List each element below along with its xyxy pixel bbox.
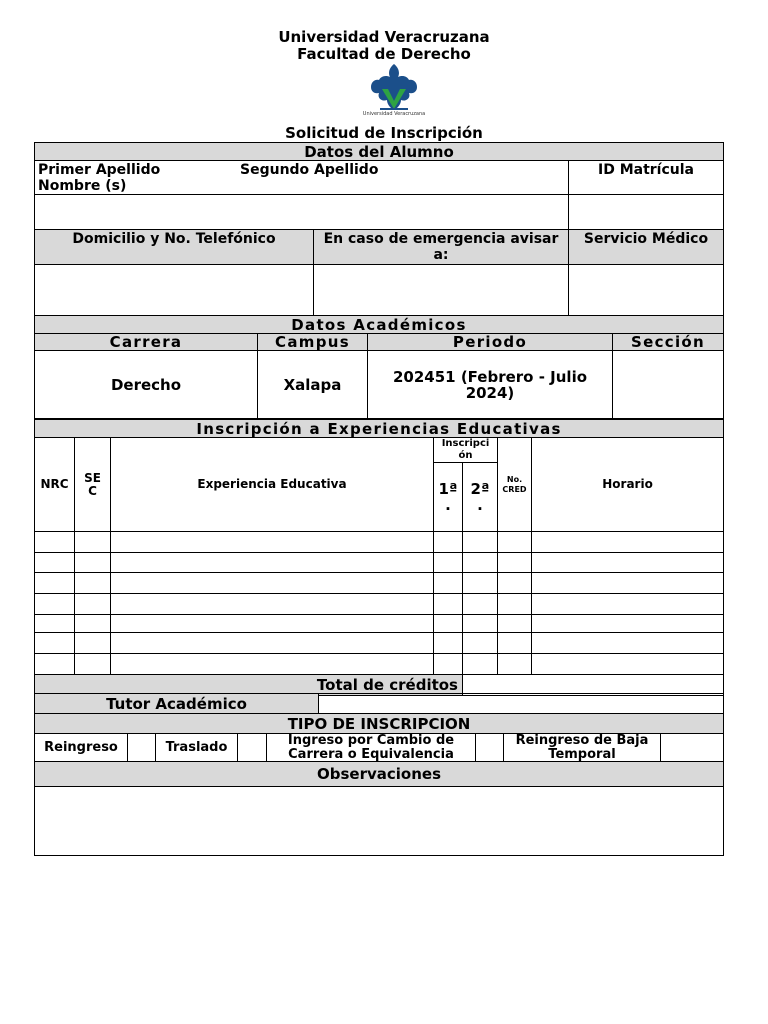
second-enrollment-line-1: 2ª [470,480,490,498]
nrc-cell[interactable] [35,573,75,594]
schedule-cell[interactable] [532,573,724,594]
course-name-header: Experiencia Educativa [111,438,434,532]
first-enrollment-cell[interactable] [434,532,463,553]
course-row [35,654,724,675]
enrollment-header-line-2: ón [458,450,473,461]
credits-cell[interactable] [498,654,532,675]
sec-cell[interactable] [75,633,111,654]
enrollment-type-table [34,713,724,763]
course-row [35,532,724,553]
schedule-cell[interactable] [532,594,724,615]
course-row [35,633,724,654]
second-enrollment-line-2: . [477,496,483,514]
courses-table [34,419,724,696]
course-row [35,573,724,594]
sec-header-line-2: C [88,483,97,498]
course-name-cell[interactable] [111,573,434,594]
first-enrollment-cell[interactable] [434,615,463,633]
medical-service-field[interactable] [569,265,724,316]
enrollment-header-line-1: Inscripci [441,438,490,449]
faculty-name: Facultad de Derecho [297,45,471,63]
section-field[interactable] [613,351,724,419]
student-id-field[interactable] [569,195,724,230]
first-enrollment-cell[interactable] [434,633,463,654]
sec-header [75,438,111,532]
readmission-checkbox[interactable] [128,734,156,763]
schedule-header: Horario [532,438,724,532]
transfer-checkbox[interactable] [238,734,267,763]
university-logo [352,62,436,120]
second-surname-label: Segundo Apellido [240,162,379,178]
schedule-cell[interactable] [532,532,724,553]
course-row [35,615,724,633]
student-data-table [34,142,724,316]
schedule-cell[interactable] [532,633,724,654]
second-enrollment-cell[interactable] [463,532,498,553]
nrc-header: NRC [35,438,75,532]
tutor-table [34,693,724,714]
observations-table [34,761,724,856]
course-name-cell[interactable] [111,594,434,615]
sec-cell[interactable] [75,594,111,615]
course-name-cell[interactable] [111,615,434,633]
readmission-label: Reingreso [35,734,128,763]
second-enrollment-cell[interactable] [463,553,498,573]
schedule-cell[interactable] [532,553,724,573]
section-label: Sección [613,334,724,351]
first-enrollment-cell[interactable] [434,573,463,594]
first-enrollment-header [434,463,463,532]
first-enrollment-cell[interactable] [434,553,463,573]
career-change-checkbox[interactable] [476,734,504,763]
medical-service-label: Servicio Médico [569,230,724,265]
nrc-cell[interactable] [35,594,75,615]
schedule-cell[interactable] [532,654,724,675]
course-name-cell[interactable] [111,654,434,675]
course-row [35,594,724,615]
second-enrollment-cell[interactable] [463,573,498,594]
credits-cell[interactable] [498,633,532,654]
second-enrollment-cell[interactable] [463,594,498,615]
course-name-cell[interactable] [111,532,434,553]
career-change-label: Ingreso por Cambio de Carrera o Equivalencia [267,734,476,763]
sec-cell[interactable] [75,654,111,675]
campus-label: Campus [258,334,368,351]
temporary-leave-label: Reingreso de Baja Temporal [504,734,661,763]
career-label: Carrera [35,334,258,351]
courses-heading: Inscripción a Experiencias Educativas [35,420,724,438]
name-labels-cell [35,161,569,195]
logo-caption: Universidad Veracruzana [362,111,426,117]
form-title: Solicitud de Inscripción [285,124,483,142]
first-enrollment-line-2: . [445,496,451,514]
credits-header-line-2: CRED [502,484,527,494]
sec-cell[interactable] [75,532,111,553]
credits-cell[interactable] [498,615,532,633]
temporary-leave-checkbox[interactable] [661,734,724,763]
nrc-cell[interactable] [35,553,75,573]
student-id-label: ID Matrícula [569,161,724,195]
observations-field[interactable] [35,787,724,856]
enrollment-header [434,438,498,463]
first-enrollment-cell[interactable] [434,594,463,615]
second-enrollment-cell[interactable] [463,654,498,675]
emergency-contact-label: En caso de emergencia avisar a: [314,230,569,265]
transfer-label: Traslado [156,734,238,763]
address-phone-field[interactable] [35,265,314,316]
nrc-cell[interactable] [35,633,75,654]
credits-cell[interactable] [498,532,532,553]
sec-header-line-1: SE [84,470,101,485]
credits-cell[interactable] [498,594,532,615]
first-enrollment-line-1: 1ª [438,480,458,498]
schedule-cell[interactable] [532,615,724,633]
sec-cell[interactable] [75,615,111,633]
name-field[interactable] [35,195,569,230]
credits-header-line-1: No. [506,474,523,484]
credits-cell[interactable] [498,573,532,594]
first-surname-label: Primer Apellido [38,162,161,178]
nrc-cell[interactable] [35,654,75,675]
academic-data-table [34,315,724,419]
credits-cell[interactable] [498,553,532,573]
given-names-label: Nombre (s) [38,178,127,194]
address-phone-label: Domicilio y No. Telefónico [35,230,314,265]
student-data-heading: Datos del Alumno [35,143,724,161]
observations-heading: Observaciones [35,762,724,787]
university-name: Universidad Veracruzana [278,28,490,46]
career-value[interactable]: Derecho [35,351,258,419]
enrollment-type-heading: TIPO DE INSCRIPCION [35,714,724,734]
second-enrollment-cell[interactable] [463,633,498,654]
first-enrollment-cell[interactable] [434,654,463,675]
credits-header [498,438,532,532]
period-label: Periodo [368,334,613,351]
second-enrollment-cell[interactable] [463,615,498,633]
campus-value[interactable]: Xalapa [258,351,368,419]
emergency-contact-field[interactable] [314,265,569,316]
period-value[interactable]: 202451 (Febrero - Julio 2024) [368,351,613,419]
second-enrollment-header [463,463,498,532]
tutor-label: Tutor Académico [35,694,319,714]
course-name-cell[interactable] [111,633,434,654]
total-credits-label: Total de créditos [35,675,463,696]
tutor-field[interactable] [319,694,724,714]
nrc-cell[interactable] [35,532,75,553]
nrc-cell[interactable] [35,615,75,633]
course-row [35,553,724,573]
sec-cell[interactable] [75,553,111,573]
course-name-cell[interactable] [111,553,434,573]
academic-data-heading: Datos Académicos [35,316,724,334]
sec-cell[interactable] [75,573,111,594]
